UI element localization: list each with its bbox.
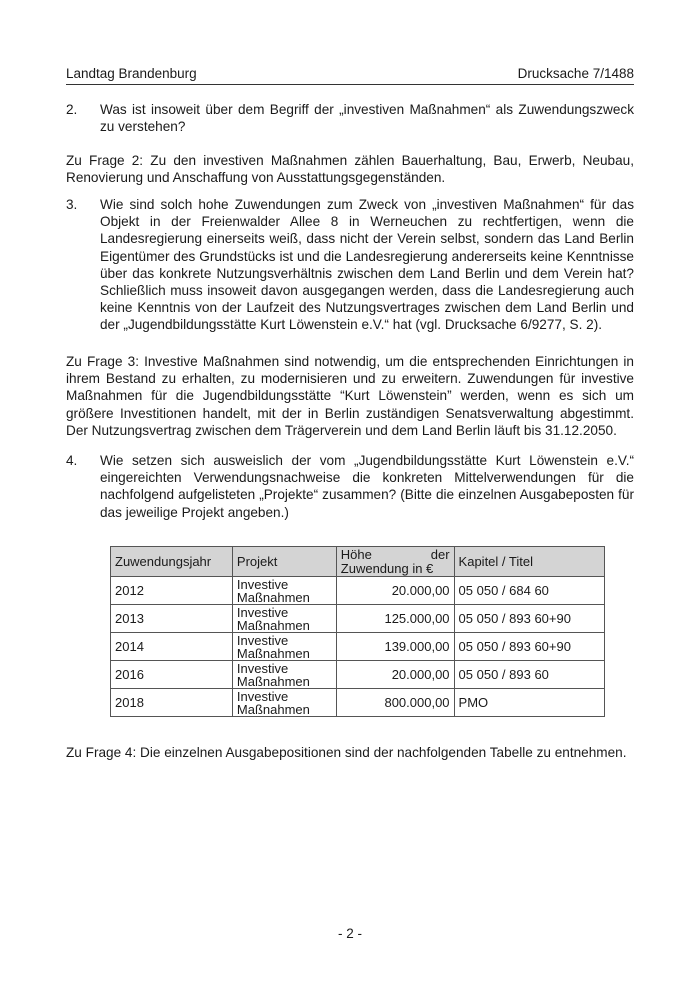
- question-3-text: Wie sind solch hohe Zuwendungen zum Zweck von „investiven Maßnahmen“ für das Objekt in der Freienwalder Allee 8 in Werneuchen zu rechtfertigen, wenn die Landesregierung einerseits weiß, dass nicht der Verein selbst, sondern das Land Berlin Eigentümer des Grundstücks ist und die Landesregierung andererseits keine Kenntnisse über das konkrete Nutzungsverhältnis zwischen dem Land Berlin und dem Verein hat? Schließlich muss insoweit davon ausgegangen werden, dass die Landesregierung auch keine Kenntnis von der Laufzeit des Nutzungsvertrages zwischen dem Land Berlin und der „Jugendbildungsstätte Kurt Löwenstein e.V.“ hat (vgl. Drucksache 6/9277, S. 2).: [100, 197, 634, 333]
- cell-year: 2013: [111, 605, 233, 633]
- question-4-text: Wie setzen sich ausweislich der vom „Jugendbildungsstätte Kurt Löwenstein e.V.“ eingereichten Verwendungsnachweise die konkreten Mittelverwendungen für die nachfolgend aufgelisteten „Projekte“ zusammen? (Bitte die einzelnen Ausgabeposten für das jeweilige Projekt angeben.): [100, 453, 634, 520]
- table-row: [111, 605, 605, 633]
- cell-amount: 20.000,00: [336, 661, 454, 689]
- cell-project: Investive Maßnahmen: [232, 689, 336, 717]
- header-amount: Höhe der Zuwendung in €: [336, 547, 454, 577]
- question-2-text: Was ist insoweit über dem Begriff der „investiven Maßnahmen“ als Zuwendungszweck zu verstehen?: [100, 102, 634, 135]
- question-2: [66, 101, 634, 135]
- cell-project: Investive Maßnahmen: [232, 661, 336, 689]
- header-chapter: Kapitel / Titel: [454, 547, 604, 577]
- cell-chapter: 05 050 / 893 60: [454, 661, 604, 689]
- answer-2: Zu Frage 2: Zu den investiven Maßnahmen zählen Bauerhaltung, Bau, Erwerb, Neubau, Renovierung und Anschaffung von Ausstattungsgegenständen.: [66, 153, 634, 186]
- page-header: [66, 66, 634, 85]
- header-year: Zuwendungsjahr: [111, 547, 233, 577]
- table-row: [111, 661, 605, 689]
- page-number: - 2 -: [337, 926, 362, 941]
- cell-project: Investive Maßnahmen: [232, 577, 336, 605]
- cell-amount: 800.000,00: [336, 689, 454, 717]
- answer-3: Zu Frage 3: Investive Maßnahmen sind notwendig, um die entsprechenden Einrichtungen in ihrem Bestand zu erhalten, zu modernisieren und zu erweitern. Zuwendungen für investive Maßnahmen für die Jugendbildungsstätte “Kurt Löwenstein” werden, wenn es sich um größere Investitionen handelt, mit der in Berlin zuständigen Senatsverwaltung abgestimmt. Der Nutzungsvertrag zwischen dem Trägerverein und dem Land Berlin läuft bis 31.12.2050.: [66, 354, 634, 438]
- cell-chapter: 05 050 / 893 60+90: [454, 633, 604, 661]
- cell-year: 2014: [111, 633, 233, 661]
- table-header-row: [111, 547, 605, 577]
- question-4: [66, 452, 634, 521]
- cell-chapter: PMO: [454, 689, 604, 717]
- funding-table: [110, 546, 605, 717]
- cell-amount: 139.000,00: [336, 633, 454, 661]
- cell-year: 2016: [111, 661, 233, 689]
- question-3-number: 3.: [66, 197, 78, 212]
- cell-year: 2012: [111, 577, 233, 605]
- cell-project: Investive Maßnahmen: [232, 605, 336, 633]
- answer-4: Zu Frage 4: Die einzelnen Ausgabepositionen sind der nachfolgenden Tabelle zu entnehmen.: [66, 745, 627, 760]
- table-row: [111, 577, 605, 605]
- table-row: [111, 689, 605, 717]
- header-parliament: Landtag Brandenburg: [66, 66, 197, 81]
- cell-project: Investive Maßnahmen: [232, 633, 336, 661]
- header-project: Projekt: [232, 547, 336, 577]
- cell-chapter: 05 050 / 684 60: [454, 577, 604, 605]
- header-document-number: Drucksache 7/1488: [517, 66, 634, 81]
- cell-amount: 20.000,00: [336, 577, 454, 605]
- question-3: [66, 196, 634, 334]
- cell-amount: 125.000,00: [336, 605, 454, 633]
- question-2-number: 2.: [66, 102, 78, 117]
- cell-chapter: 05 050 / 893 60+90: [454, 605, 604, 633]
- cell-year: 2018: [111, 689, 233, 717]
- question-4-number: 4.: [66, 453, 78, 468]
- table-row: [111, 633, 605, 661]
